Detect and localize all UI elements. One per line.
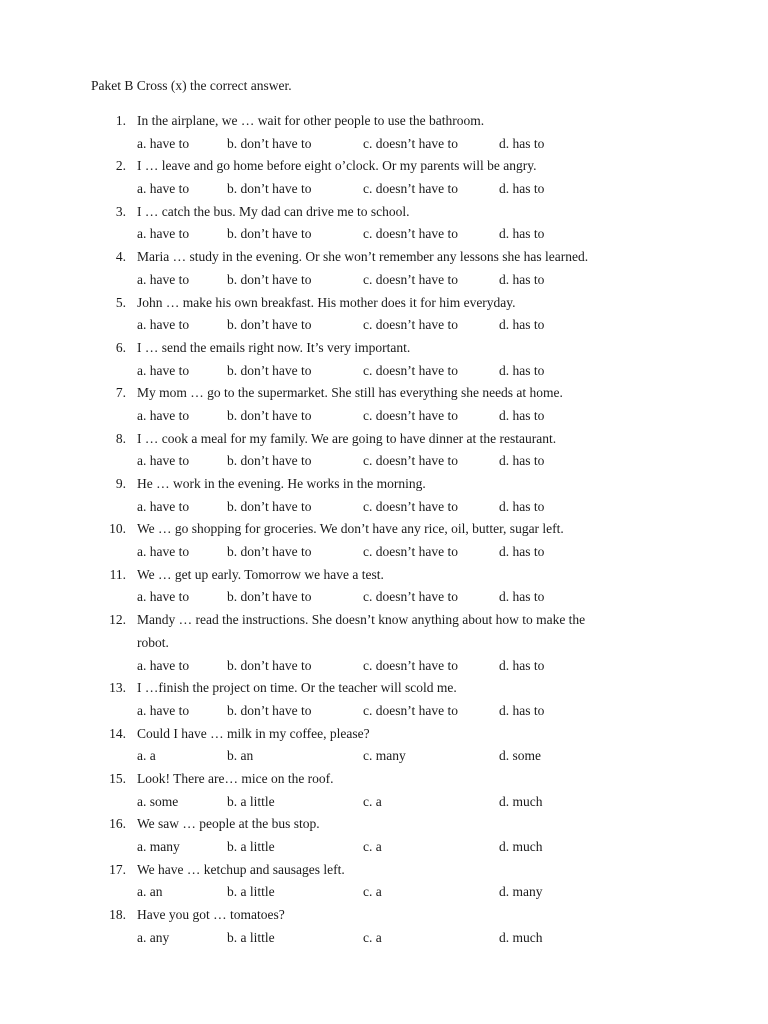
question-line bbox=[0, 428, 768, 451]
question-line bbox=[0, 246, 768, 269]
question-line bbox=[0, 723, 768, 746]
answer-options bbox=[0, 745, 768, 768]
question-text: robot. bbox=[137, 634, 169, 650]
answer-option-d[interactable]: d. has to bbox=[499, 702, 545, 718]
answer-option-a[interactable]: a. have to bbox=[137, 181, 190, 197]
answer-option-a[interactable]: a. have to bbox=[137, 544, 190, 560]
question-text: I …finish the project on time. Or the teacher will scold me. bbox=[137, 680, 457, 696]
answer-option-a[interactable]: a. have to bbox=[137, 498, 190, 514]
question-line bbox=[0, 564, 768, 587]
question-line bbox=[0, 155, 768, 178]
answer-option-a[interactable]: a. a bbox=[137, 748, 156, 764]
answer-option-c[interactable]: c. many bbox=[363, 748, 406, 764]
question-item bbox=[0, 428, 768, 473]
answer-option-d[interactable]: d. has to bbox=[499, 498, 545, 514]
answer-option-c[interactable]: c. doesn’t have to bbox=[363, 657, 458, 673]
question-item bbox=[0, 859, 768, 904]
answer-option-c[interactable]: c. a bbox=[363, 793, 382, 809]
answer-options bbox=[0, 360, 768, 383]
question-text: In the airplane, we … wait for other people to use the bathroom. bbox=[137, 113, 485, 128]
question-text: He … work in the evening. He works in the morning. bbox=[137, 476, 426, 491]
question-text: Look! There are… mice on the roof. bbox=[137, 770, 334, 786]
question-item bbox=[0, 768, 768, 813]
question-number: 12. bbox=[109, 612, 126, 628]
answer-options bbox=[0, 700, 768, 723]
answer-option-d[interactable]: d. has to bbox=[499, 181, 545, 197]
answer-option-b[interactable]: b. don’t have to bbox=[227, 453, 312, 469]
answer-option-c[interactable]: c. a bbox=[363, 884, 382, 900]
answer-option-b[interactable]: b. an bbox=[227, 748, 254, 764]
question-item bbox=[0, 904, 768, 949]
question-number: 18. bbox=[109, 907, 126, 923]
question-number: 14. bbox=[109, 725, 126, 741]
answer-option-b[interactable]: b. don’t have to bbox=[227, 657, 312, 673]
question-line bbox=[0, 813, 768, 836]
answer-option-b[interactable]: b. don’t have to bbox=[227, 498, 312, 514]
answer-option-c[interactable]: c. doesn’t have to bbox=[363, 453, 458, 469]
question-number: 10. bbox=[109, 521, 126, 537]
question-number: 11. bbox=[109, 566, 126, 582]
question-number: 2. bbox=[115, 158, 126, 174]
answer-option-d[interactable]: d. has to bbox=[499, 362, 545, 378]
answer-options bbox=[0, 405, 768, 428]
question-item bbox=[0, 813, 768, 858]
answer-option-c[interactable]: c. doesn’t have to bbox=[363, 226, 458, 242]
answer-option-b[interactable]: b. a little bbox=[227, 839, 275, 854]
answer-option-b[interactable]: b. don’t have to bbox=[227, 181, 312, 197]
answer-option-b[interactable]: b. don’t have to bbox=[227, 589, 312, 605]
answer-option-a[interactable]: a. have to bbox=[137, 135, 190, 151]
answer-options bbox=[0, 178, 768, 201]
answer-option-d[interactable]: d. has to bbox=[499, 226, 545, 242]
answer-option-a[interactable]: a. have to bbox=[137, 702, 190, 718]
answer-option-b[interactable]: b. don’t have to bbox=[227, 702, 312, 718]
question-number: 1. bbox=[115, 113, 126, 128]
answer-options bbox=[0, 314, 768, 337]
answer-option-a[interactable]: a. have to bbox=[137, 362, 190, 378]
question-line bbox=[0, 609, 768, 632]
question-item bbox=[0, 473, 768, 518]
answer-option-b[interactable]: b. don’t have to bbox=[227, 135, 312, 151]
question-number: 9. bbox=[115, 476, 126, 491]
answer-options bbox=[0, 133, 768, 156]
answer-option-d[interactable]: d. has to bbox=[499, 453, 545, 469]
answer-option-b[interactable]: b. a little bbox=[227, 793, 275, 809]
question-line bbox=[0, 382, 768, 405]
answer-option-b[interactable]: b. don’t have to bbox=[227, 362, 312, 378]
answer-option-a[interactable]: a. have to bbox=[137, 589, 190, 605]
answer-option-d[interactable]: d. has to bbox=[499, 271, 545, 287]
question-text: Mandy … read the instructions. She doesn’t know anything about how to make the bbox=[137, 612, 586, 628]
answer-option-b[interactable]: b. a little bbox=[227, 929, 275, 945]
question-number: 3. bbox=[115, 203, 126, 219]
question-number: 13. bbox=[109, 680, 126, 696]
question-item bbox=[0, 677, 768, 722]
question-text: Maria … study in the evening. Or she won’t remember any lessons she has learned. bbox=[137, 249, 589, 265]
answer-option-c[interactable]: c. doesn’t have to bbox=[363, 498, 458, 514]
question-line bbox=[0, 201, 768, 224]
answer-option-a[interactable]: a. an bbox=[137, 884, 163, 900]
answer-option-b[interactable]: b. don’t have to bbox=[227, 544, 312, 560]
question-line bbox=[0, 473, 768, 496]
answer-option-a[interactable]: a. have to bbox=[137, 453, 190, 469]
answer-option-d[interactable]: d. has to bbox=[499, 589, 545, 605]
answer-option-c[interactable]: c. doesn’t have to bbox=[363, 135, 458, 151]
question-line bbox=[0, 110, 768, 133]
answer-option-d[interactable]: d. has to bbox=[499, 135, 545, 151]
question-number: 7. bbox=[115, 385, 126, 401]
answer-option-d[interactable]: d. some bbox=[499, 748, 541, 764]
question-number: 17. bbox=[109, 861, 126, 877]
question-line bbox=[0, 904, 768, 927]
question-line bbox=[0, 859, 768, 882]
question-text: I … send the emails right now. It’s very important. bbox=[137, 339, 411, 355]
question-line bbox=[0, 292, 768, 315]
answer-option-a[interactable]: a. have to bbox=[137, 407, 190, 423]
question-number: 4. bbox=[115, 249, 126, 265]
question-item bbox=[0, 609, 768, 677]
answer-option-c[interactable]: c. doesn’t have to bbox=[363, 407, 458, 423]
question-line bbox=[0, 518, 768, 541]
answer-option-b[interactable]: b. don’t have to bbox=[227, 271, 312, 287]
question-item bbox=[0, 564, 768, 609]
question-text: We … get up early. Tomorrow we have a test. bbox=[137, 566, 384, 582]
answer-option-d[interactable]: d. much bbox=[499, 793, 543, 809]
question-line bbox=[0, 677, 768, 700]
answer-option-c[interactable]: c. a bbox=[363, 929, 382, 945]
answer-option-d[interactable]: d. much bbox=[499, 839, 543, 854]
answer-option-d[interactable]: d. has to bbox=[499, 544, 545, 560]
question-line bbox=[0, 337, 768, 360]
question-item bbox=[0, 110, 768, 155]
question-text: We saw … people at the bus stop. bbox=[137, 816, 320, 832]
answer-option-d[interactable]: d. has to bbox=[499, 407, 545, 423]
question-item bbox=[0, 337, 768, 382]
answer-options bbox=[0, 269, 768, 292]
answer-options bbox=[0, 927, 768, 950]
answer-option-a[interactable]: a. any bbox=[137, 929, 170, 945]
answer-option-d[interactable]: d. has to bbox=[499, 657, 545, 673]
answer-option-a[interactable]: a. have to bbox=[137, 657, 190, 673]
answer-options bbox=[0, 450, 768, 473]
question-item bbox=[0, 382, 768, 427]
answer-option-b[interactable]: b. don’t have to bbox=[227, 317, 312, 333]
question-item bbox=[0, 246, 768, 291]
answer-options bbox=[0, 586, 768, 609]
answer-option-a[interactable]: a. many bbox=[137, 839, 180, 854]
answer-option-c[interactable]: c. a bbox=[363, 839, 382, 854]
answer-options bbox=[0, 655, 768, 678]
answer-option-c[interactable]: c. doesn’t have to bbox=[363, 181, 458, 197]
answer-options bbox=[0, 541, 768, 564]
answer-option-c[interactable]: c. doesn’t have to bbox=[363, 317, 458, 333]
question-line bbox=[0, 632, 768, 655]
answer-option-c[interactable]: c. doesn’t have to bbox=[363, 589, 458, 605]
question-item bbox=[0, 723, 768, 768]
question-item bbox=[0, 518, 768, 563]
answer-option-c[interactable]: c. doesn’t have to bbox=[363, 544, 458, 560]
answer-option-b[interactable]: b. a little bbox=[227, 884, 275, 900]
question-text: I … catch the bus. My dad can drive me to school. bbox=[137, 203, 410, 219]
question-number: 5. bbox=[115, 294, 126, 310]
answer-options bbox=[0, 791, 768, 814]
answer-options bbox=[0, 496, 768, 519]
question-text: John … make his own breakfast. His mother does it for him everyday. bbox=[137, 294, 516, 310]
question-item bbox=[0, 155, 768, 200]
answer-option-c[interactable]: c. doesn’t have to bbox=[363, 702, 458, 718]
question-item bbox=[0, 292, 768, 337]
answer-options bbox=[0, 881, 768, 904]
worksheet-instructions: Paket B Cross (x) the correct answer. bbox=[91, 78, 292, 93]
answer-option-c[interactable]: c. doesn’t have to bbox=[363, 271, 458, 287]
answer-option-d[interactable]: d. much bbox=[499, 929, 543, 945]
answer-option-b[interactable]: b. don’t have to bbox=[227, 226, 312, 242]
question-number: 8. bbox=[115, 430, 126, 446]
answer-option-a[interactable]: a. some bbox=[137, 793, 179, 809]
question-text: I … cook a meal for my family. We are going to have dinner at the restaurant. bbox=[137, 430, 557, 446]
question-list bbox=[0, 110, 768, 949]
question-text: My mom … go to the supermarket. She still has everything she needs at home. bbox=[137, 385, 563, 401]
answer-option-d[interactable]: d. many bbox=[499, 884, 543, 900]
question-text: Have you got … tomatoes? bbox=[137, 907, 285, 923]
question-text: I … leave and go home before eight o’clock. Or my parents will be angry. bbox=[137, 158, 537, 174]
answer-option-b[interactable]: b. don’t have to bbox=[227, 407, 312, 423]
question-number: 15. bbox=[109, 770, 126, 786]
question-line bbox=[0, 768, 768, 791]
answer-options bbox=[0, 223, 768, 246]
question-text: We have … ketchup and sausages left. bbox=[137, 861, 345, 877]
answer-option-c[interactable]: c. doesn’t have to bbox=[363, 362, 458, 378]
question-number: 6. bbox=[115, 339, 126, 355]
answer-option-a[interactable]: a. have to bbox=[137, 271, 190, 287]
answer-option-a[interactable]: a. have to bbox=[137, 226, 190, 242]
question-item bbox=[0, 201, 768, 246]
question-number: 16. bbox=[109, 816, 126, 832]
answer-option-d[interactable]: d. has to bbox=[499, 317, 545, 333]
question-text: We … go shopping for groceries. We don’t have any rice, oil, butter, sugar left. bbox=[137, 521, 564, 537]
answer-options bbox=[0, 836, 768, 859]
question-text: Could I have … milk in my coffee, please? bbox=[137, 725, 370, 741]
answer-option-a[interactable]: a. have to bbox=[137, 317, 190, 333]
